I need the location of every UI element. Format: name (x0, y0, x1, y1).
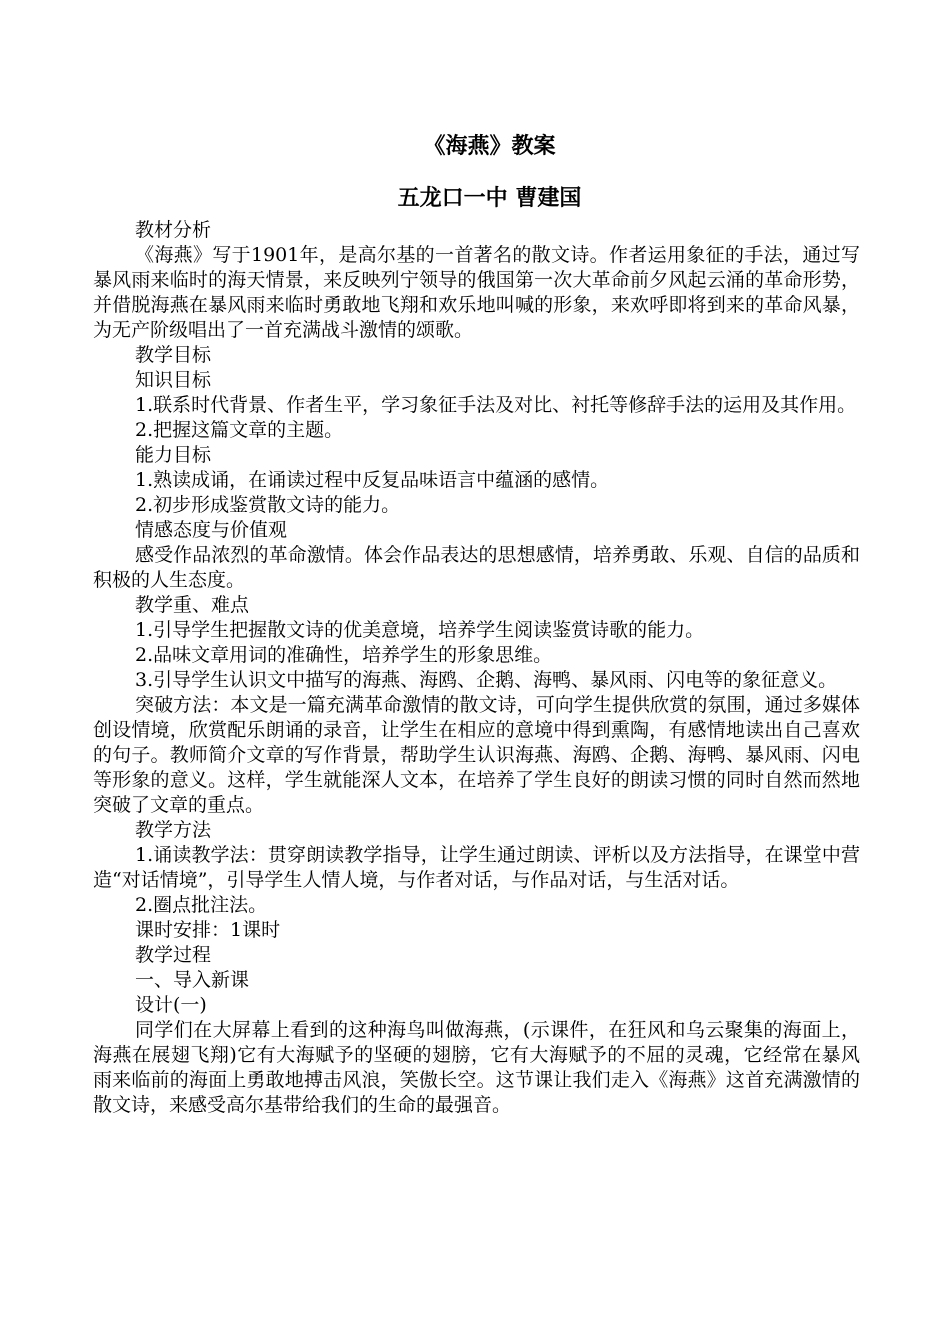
list-item: 2.圈点批注法。 (135, 894, 268, 916)
paragraph: 突破方法：本文是一篇充满革命激情的散文诗，可向学生提供欣赏的氛围，通过多媒体创设情境，欣赏配乐朗诵的录音，让学生在相应的意境中得到熏陶，有感情地读出自己喜欢的句子。教师简介文章的写作背景，帮助学生认识海燕、海鸥、企鹅、海鸭、暴风雨、闪电等形象的意义。这样，学生就能深人文本，在培养了学生良好的朗读习惯的同时自然而然地突破了文章的重点。 (93, 694, 860, 816)
list-item: 3.引导学生认识文中描写的海燕、海鸥、企鹅、海鸭、暴风雨、闪电等的象征意义。 (135, 669, 838, 691)
section-heading: 教学过程 (135, 944, 212, 966)
document-body (93, 218, 860, 1118)
document-title: 《海燕》教案 (423, 133, 556, 159)
list-item: 1.诵读教学法：贯穿朗读教学指导，让学生通过朗读、评析以及方法指导，在课堂中营造“对话情境”，引导学生人情人境，与作者对话，与作品对话，与生活对话。 (93, 844, 860, 891)
section-heading: 教学目标 (135, 344, 212, 366)
subsection-heading: 一、导入新课 (135, 969, 250, 991)
section-heading: 教学方法 (135, 819, 212, 841)
list-item: 2.品味文章用词的准确性，培养学生的形象思维。 (135, 644, 553, 666)
subsection-heading: 情感态度与价值观 (135, 519, 288, 541)
document-subtitle: 五龙口一中 曹建国 (397, 185, 582, 211)
paragraph: 同学们在大屏幕上看到的这种海鸟叫做海燕，(示课件，在狂风和乌云聚集的海面上，海燕在展翅飞翔)它有大海赋予的坚硬的翅膀，它有大海赋予的不屈的灵魂，它经常在暴风雨来临前的海面上勇敢地搏击风浪，笑傲长空。这节课让我们走入《海燕》这首充满激情的散文诗，来感受高尔基带给我们的生命的最强音。 (93, 1019, 860, 1116)
paragraph: 课时安排：1课时 (135, 919, 281, 941)
section-heading: 教学重、难点 (135, 594, 250, 616)
subsection-heading: 设计(一) (135, 994, 207, 1016)
paragraph: 《海燕》写于1901年，是高尔基的一首著名的散文诗。作者运用象征的手法，通过写暴风雨来临时的海天情景，来反映列宁领导的俄国第一次大革命前夕风起云涌的革命形势，并借脱海燕在暴风雨来临时勇敢地飞翔和欢乐地叫喊的形象，来欢呼即将到来的革命风暴，为无产阶级唱出了一首充满战斗激情的颂歌。 (93, 244, 860, 341)
list-item: 1.熟读成诵，在诵读过程中反复品味语言中蕴涵的感情。 (135, 469, 610, 491)
section-heading: 教材分析 (135, 219, 212, 241)
subsection-heading: 能力目标 (135, 444, 212, 466)
list-item: 1.引导学生把握散文诗的优美意境，培养学生阅读鉴赏诗歌的能力。 (135, 619, 705, 641)
paragraph: 感受作品浓烈的革命激情。体会作品表达的思想感情，培养勇敢、乐观、自信的品质和积极的人生态度。 (93, 544, 860, 591)
subsection-heading: 知识目标 (135, 369, 212, 391)
document-page (93, 130, 860, 1118)
list-item: 1.联系时代背景、作者生平，学习象征手法及对比、衬托等修辞手法的运用及其作用。 (135, 394, 857, 416)
list-item: 2.把握这篇文章的主题。 (135, 419, 344, 441)
list-item: 2.初步形成鉴赏散文诗的能力。 (135, 494, 401, 516)
